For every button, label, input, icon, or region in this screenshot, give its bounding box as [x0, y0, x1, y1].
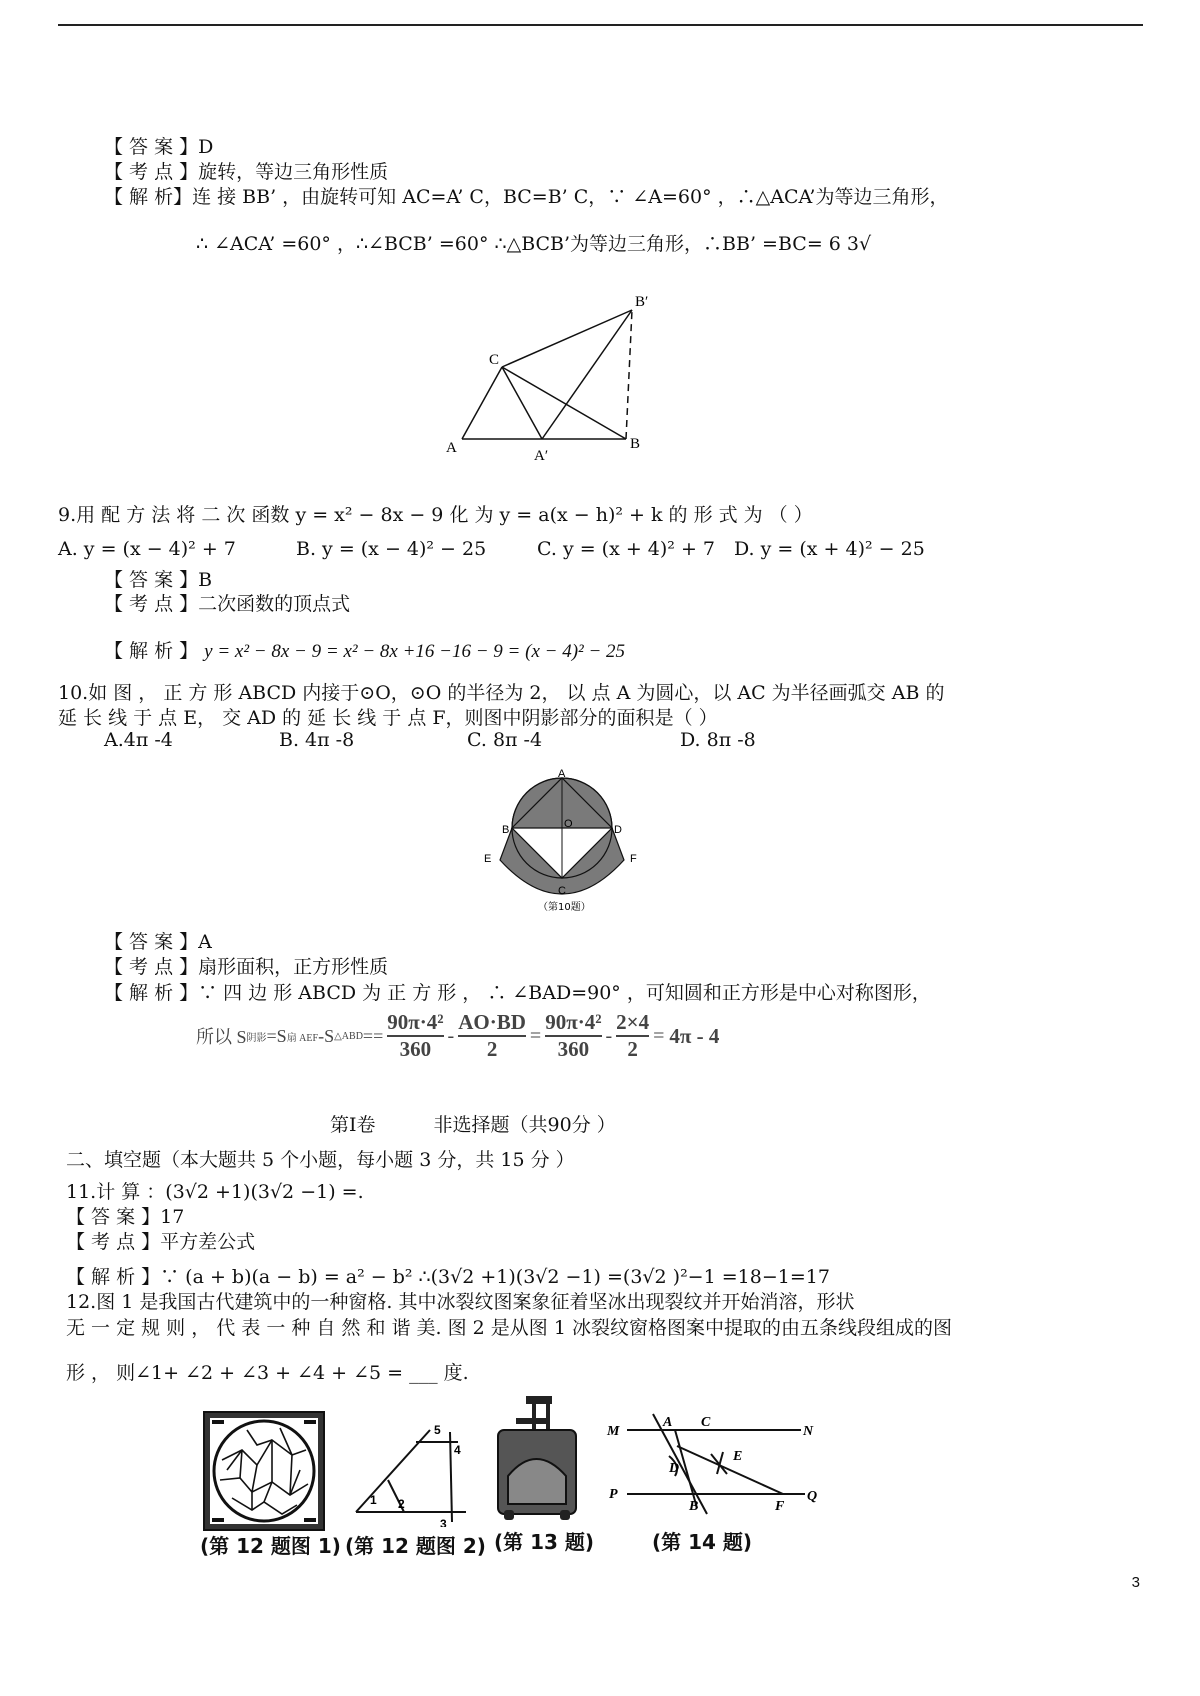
q9-option-b: B. y = (x − 4)² − 25: [296, 538, 487, 560]
q10-point: 【 考 点 】扇形面积，正方形性质: [104, 956, 389, 978]
caption-fig13: (第 13 题): [494, 1530, 595, 1554]
label-B1: B′: [635, 294, 649, 310]
q9-analysis: 【 解 析 】 y = x² − 8x − 9 = x² − 8x +16 −16 − 9 = (x − 4)² − 25: [104, 640, 626, 662]
q8-rotation-figure: [440, 290, 660, 470]
q9-option-a: A. y = (x − 4)² + 7: [58, 538, 236, 560]
label-C: C: [558, 885, 566, 897]
q10-caption: （第10题）: [538, 902, 591, 913]
frac3: 90π·4² 360: [545, 1010, 602, 1061]
five-segments-figure: [348, 1412, 478, 1527]
q11-answer: 【 答 案 】17: [66, 1206, 185, 1228]
angle-label-3: 3: [440, 1517, 447, 1527]
q9-option-d: D. y = (x + 4)² − 25: [734, 538, 925, 560]
label-O: O: [564, 818, 573, 830]
q9-point: 【 考 点 】二次函数的顶点式: [104, 593, 351, 615]
angle-label-1: 1: [370, 1493, 377, 1507]
label-D: D: [614, 824, 622, 836]
q10-question-line1: 10.如 图 ， 正 方 形 ABCD 内接于⊙O，⊙O 的半径为 2， 以 点 A 为圆心，以 AC 为半径画弧交 AB 的: [58, 682, 945, 704]
frac4: 2×4 2: [616, 1010, 650, 1061]
q10-analysis: 【 解 析 】∵ 四 边 形 ABCD 为 正 方 形 ， ∴ ∠BAD=90° ，可知圆和正方形是中心对称图形，: [104, 982, 931, 1004]
label-A: A: [446, 440, 457, 456]
q11-question: 11.计 算 ：(3√2 +1)(3√2 −1) =.: [66, 1181, 364, 1203]
angle-label-4: 4: [454, 1443, 461, 1457]
q8-point: 【 考 点 】旋转，等边三角形性质: [104, 161, 389, 183]
q8-analysis-line2: ∴ ∠ACA’ =60° ，∴∠BCB’ =60° ∴△BCB’为等边三角形，∴BB’ =BC= 6 3√: [196, 233, 872, 255]
label-A: A: [558, 768, 566, 780]
q10-question-line2: 延 长 线 于 点 E， 交 AD 的 延 长 线 于 点 F，则图中阴影部分的面积是（ ）: [58, 707, 718, 729]
q10-option-b: B. 4π -8: [279, 729, 355, 751]
q10-option-a: A.4π -4: [104, 729, 173, 751]
label-D: D: [669, 1461, 680, 1476]
segment-CB: [502, 367, 626, 439]
label-A1: A′: [534, 448, 549, 464]
q10-answer: 【 答 案 】A: [104, 931, 212, 953]
q10-option-d: D. 8π -8: [680, 729, 756, 751]
q8-analysis: 【 解 析】连 接 BB’ ，由旋转可知 AC=A’ C，BC=B’ C，∵ ∠A=60° ，∴△ACA’为等边三角形，: [104, 186, 949, 208]
q8-answer: 【 答 案 】D: [104, 136, 214, 158]
label-E: E: [733, 1449, 743, 1464]
caption-fig12-2: (第 12 题图 2): [345, 1534, 486, 1558]
caption-fig12-1: (第 12 题图 1): [200, 1534, 341, 1558]
label-C: C: [701, 1415, 711, 1430]
label-A: A: [663, 1415, 673, 1430]
label-F: F: [630, 853, 637, 865]
header-rule: [58, 24, 1143, 26]
segment-BB1: [626, 310, 632, 439]
q10-circle-square-figure: [478, 768, 648, 918]
q9-answer: 【 答 案 】B: [104, 569, 213, 591]
ice-crack-window-figure: [202, 1410, 326, 1532]
parallel-lines-construction-figure: [605, 1408, 825, 1520]
caption-fig14: (第 14 题): [652, 1530, 753, 1554]
q9-option-c: C. y = (x + 4)² + 7: [537, 538, 716, 560]
fill-header: 二、填空题（本大题共 5 个小题，每小题 3 分，共 15 分 ）: [66, 1149, 575, 1171]
label-P: P: [609, 1487, 618, 1502]
label-B: B: [502, 824, 510, 836]
label-B: B: [689, 1499, 699, 1514]
label-C: C: [489, 352, 500, 368]
q10-formula: 所以 S 阴影 =S 扇 AEF -S △ABD == 90π·4² 360 - AO·BD 2 = 90π·4² 360 - 2×4 2 = 4π - 4: [196, 1010, 720, 1061]
suitcase-figure: [494, 1392, 580, 1524]
label-Q: Q: [807, 1489, 818, 1504]
section-title: 第Ⅰ卷 非选择题（共90分 ）: [330, 1114, 616, 1136]
label-E: E: [484, 853, 492, 865]
segment-AC: [462, 367, 502, 439]
page-number: 3: [1131, 1574, 1140, 1591]
q11-point: 【 考 点 】平方差公式: [66, 1231, 256, 1253]
angle-label-2: 2: [398, 1497, 405, 1511]
q12-line3: 形 ， 则∠1+ ∠2 + ∠3 + ∠4 + ∠5 = ___ 度.: [66, 1362, 469, 1384]
q10-option-c: C. 8π -4: [467, 729, 543, 751]
label-N: N: [803, 1424, 814, 1439]
q12-line2: 无 一 定 规 则 ， 代 表 一 种 自 然 和 谐 美. 图 2 是从图 1 冰裂纹窗格图案中提取的由五条线段组成的图: [66, 1317, 952, 1339]
frac1: 90π·4² 360: [387, 1010, 444, 1061]
q9-question: 9.用 配 方 法 将 二 次 函数 y = x² − 8x − 9 化 为 y = a(x − h)² + k 的 形 式 为 （ ）: [58, 504, 813, 526]
q12-line1: 12.图 1 是我国古代建筑中的一种窗格. 其中冰裂纹图案象征着坚冰出现裂纹并开始消溶，形状: [66, 1291, 855, 1313]
frac2: AO·BD 2: [458, 1010, 526, 1061]
label-B: B: [630, 436, 641, 452]
q11-analysis: 【 解 析 】∵ (a + b)(a − b) = a² − b² ∴(3√2 +1)(3√2 −1) =(3√2 )²−1 =18−1=17: [66, 1266, 830, 1288]
angle-label-5: 5: [434, 1423, 441, 1437]
label-F: F: [775, 1499, 785, 1514]
label-M: M: [607, 1424, 620, 1439]
